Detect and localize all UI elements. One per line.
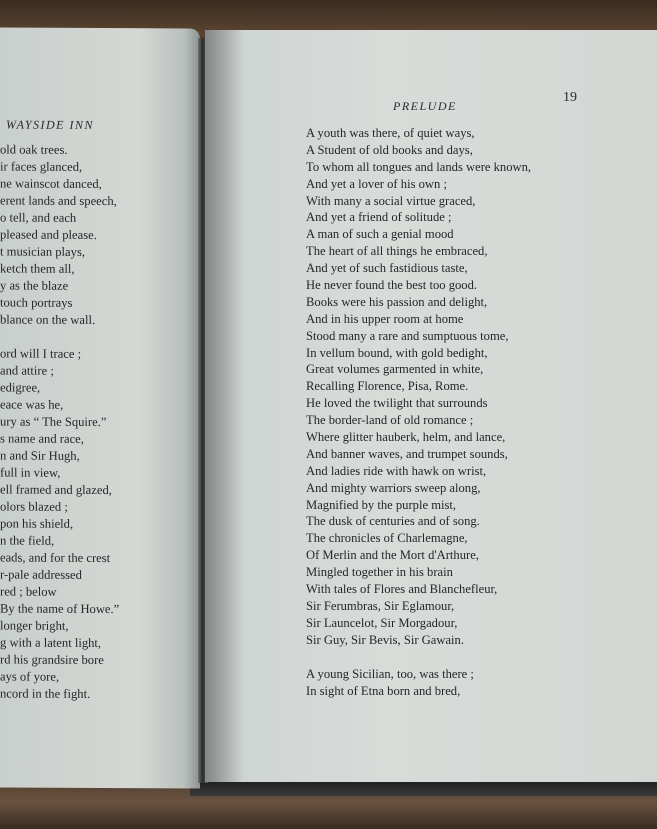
left-poem-line: pon his shield, <box>0 516 74 531</box>
left-poem-line: g with a latent light, <box>0 635 102 651</box>
poem-line: Great volumes garmented in white, <box>306 362 484 377</box>
poem-line: And mighty warriors sweep along, <box>306 480 481 495</box>
page-number: 19 <box>563 90 577 105</box>
left-poem-line: full in view, <box>0 465 61 480</box>
left-page <box>0 27 200 788</box>
left-poem-line: n and Sir Hugh, <box>0 448 80 463</box>
poem-line: And yet a friend of solitude ; <box>306 210 452 225</box>
left-poem-line: n the field, <box>0 533 55 548</box>
left-poem-line: rd his grandsire bore <box>0 652 104 668</box>
poem-line: The heart of all things he embraced, <box>306 244 488 259</box>
left-poem-line: ell framed and glazed, <box>0 482 112 498</box>
poem-line: Of Merlin and the Mort d'Arthure, <box>306 548 479 563</box>
poem-line: Sir Guy, Sir Bevis, Sir Gawain. <box>306 632 464 647</box>
poem-line: He loved the twilight that surrounds <box>306 396 488 411</box>
poem-line: Sir Launcelot, Sir Morgadour, <box>306 615 458 630</box>
stanza-break <box>306 649 531 666</box>
poem-line: Magnified by the purple mist, <box>306 497 457 512</box>
poem-line: And yet a lover of his own ; <box>306 176 447 191</box>
left-poem-line: s name and race, <box>0 431 84 446</box>
poem-line: And ladies ride with hawk on wrist, <box>306 463 487 478</box>
left-running-head: WAYSIDE INN <box>6 117 94 132</box>
poem-line: A Student of old books and days, <box>306 142 473 157</box>
left-poem-line: ncord in the fight. <box>0 686 91 701</box>
left-page-text <box>0 141 200 703</box>
left-poem-line: blance on the wall. <box>0 312 96 327</box>
poem-line: A youth was there, of quiet ways, <box>306 126 475 140</box>
poem-line: With many a social virtue graced, <box>306 193 476 208</box>
left-poem-line: ord will I trace ; <box>0 346 82 361</box>
poem-line: Where glitter hauberk, helm, and lance, <box>306 430 506 445</box>
poem-line: In vellum bound, with gold bedight, <box>306 345 488 360</box>
right-running-head: PRELUDE <box>393 99 457 113</box>
poem-line: He never found the best too good. <box>306 278 478 293</box>
poem-line: A young Sicilian, too, was there ; <box>306 666 474 681</box>
poem-line: The dusk of centuries and of song. <box>306 514 480 529</box>
left-poem-line: ays of yore, <box>0 669 60 684</box>
left-poem-line: o tell, and each <box>0 210 77 225</box>
poem-line: The chronicles of Charlemagne, <box>306 531 468 546</box>
poem-line: To whom all tongues and lands were known, <box>306 159 532 174</box>
left-poem-line: longer bright, <box>0 618 69 633</box>
left-poem-line: erent lands and speech, <box>0 193 117 209</box>
poem-line: Stood many a rare and sumptuous tome, <box>306 328 509 343</box>
poem-line: And yet of such fastidious taste, <box>306 261 468 276</box>
poem-line: Recalling Florence, Pisa, Rome. <box>306 379 469 394</box>
right-page-text <box>306 125 531 699</box>
left-poem-line: ir faces glanced, <box>0 159 83 174</box>
left-poem-line: and attire ; <box>0 363 54 378</box>
left-poem-line: touch portrays <box>0 295 73 310</box>
left-poem-line: old oak trees. <box>0 142 68 157</box>
left-poem-line <box>0 328 200 346</box>
left-poem-line: red ; below <box>0 584 57 599</box>
poem-line: A man of such a genial mood <box>306 227 454 242</box>
poem-line: And in his upper room at home <box>306 311 464 326</box>
left-poem-line: ury as “ The Squire.” <box>0 414 107 430</box>
poem-line: Sir Ferumbras, Sir Eglamour, <box>306 598 455 613</box>
poem-line: And banner waves, and trumpet sounds, <box>306 446 508 461</box>
poem-line: The border-land of old romance ; <box>306 413 474 428</box>
left-poem-line: ketch them all, <box>0 261 75 276</box>
left-poem-line: eace was he, <box>0 397 64 412</box>
left-poem-line: r-pale addressed <box>0 567 82 582</box>
left-poem-line: pleased and please. <box>0 227 97 242</box>
poem-line: With tales of Flores and Blanchefleur, <box>306 582 498 597</box>
poem-line: In sight of Etna born and bred, <box>306 683 461 698</box>
left-poem-line: t musician plays, <box>0 244 85 259</box>
left-poem-line: edigree, <box>0 380 41 395</box>
left-poem-line: y as the blaze <box>0 278 69 293</box>
poem-line: Mingled together in his brain <box>306 565 453 580</box>
left-poem-line: olors blazed ; <box>0 499 68 514</box>
left-poem-line: By the name of Howe.” <box>0 601 120 617</box>
left-poem-line: eads, and for the crest <box>0 550 111 566</box>
poem-line: Books were his passion and delight, <box>306 294 488 309</box>
left-poem-line: ne wainscot danced, <box>0 176 102 192</box>
